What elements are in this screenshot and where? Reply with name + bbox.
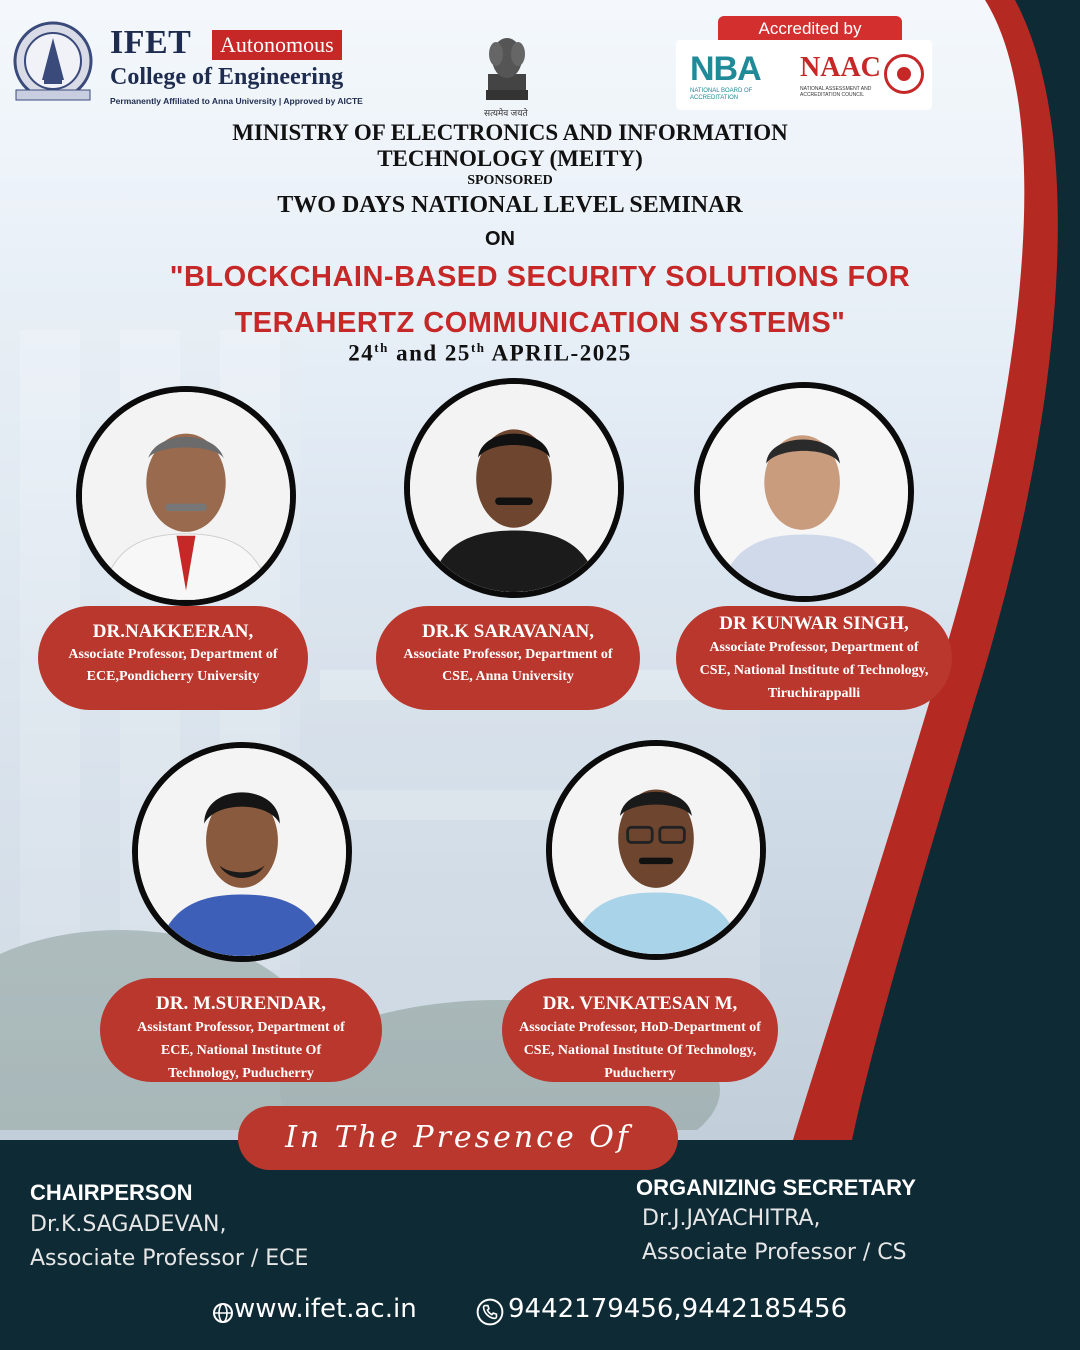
naac-full-name: NATIONAL ASSESSMENT AND ACCREDITATION COUNCIL bbox=[800, 86, 872, 98]
speaker-name: DR. VENKATESAN M, bbox=[542, 993, 738, 1014]
person-portrait-icon bbox=[138, 748, 346, 956]
speaker-designation: Associate Professor, HoD-Department of CSE, National Institute Of Technology, Puducherry bbox=[519, 1020, 761, 1081]
speaker-card-5 bbox=[502, 978, 778, 1082]
person-portrait-icon bbox=[410, 384, 618, 592]
seminar-topic: "BLOCKCHAIN-BASED SECURITY SOLUTIONS FOR TERAHERTZ COMMUNICATION SYSTEMS" bbox=[169, 261, 911, 339]
speaker-photo-5 bbox=[546, 740, 766, 960]
website-link[interactable]: www.ifet.ac.in bbox=[234, 1294, 417, 1324]
college-emblem-icon bbox=[12, 18, 94, 104]
person-portrait-icon bbox=[552, 746, 760, 954]
nba-full-name: NATIONAL BOARD OF ACCREDITATION bbox=[690, 88, 753, 101]
speaker-card-1 bbox=[38, 606, 308, 710]
globe-icon bbox=[212, 1302, 234, 1324]
ministry-title: MINISTRY OF ELECTRONICS AND INFORMATION TECHNOLOGY (MEITY) bbox=[232, 120, 788, 171]
chairperson-name: Dr.K.SAGADEVAN, bbox=[30, 1212, 227, 1237]
person-portrait-icon bbox=[82, 392, 290, 600]
seminar-title: TWO DAYS NATIONAL LEVEL SEMINAR bbox=[277, 192, 743, 218]
naac-seal-icon bbox=[884, 54, 924, 94]
college-short-name: IFET bbox=[110, 24, 192, 61]
speaker-designation: Associate Professor, Department of CSE, National Institute of Technology, Tiruchirappalli bbox=[699, 640, 929, 701]
person-portrait-icon bbox=[700, 388, 908, 596]
naac-logo: NAAC bbox=[800, 52, 881, 83]
college-affiliation: Permanently Affiliated to Anna University | Approved by AICTE bbox=[110, 96, 363, 106]
speaker-photo-3 bbox=[694, 382, 914, 602]
speaker-card-2 bbox=[376, 606, 640, 710]
speaker-name: DR. M.SURENDAR, bbox=[156, 993, 326, 1014]
event-date: 24th and 25th APRIL-2025 bbox=[348, 340, 632, 366]
nba-logo: NBA bbox=[690, 50, 761, 88]
speaker-card-4 bbox=[100, 978, 382, 1082]
speaker-photo-4 bbox=[132, 742, 352, 962]
autonomous-badge: Autonomous bbox=[212, 30, 342, 60]
speaker-designation: Associate Professor, Department of CSE, Anna University bbox=[403, 647, 613, 684]
speaker-designation: Associate Professor, Department of ECE,Pondicherry University bbox=[68, 647, 278, 684]
speaker-photo-2 bbox=[404, 378, 624, 598]
speaker-name: DR.K SARAVANAN, bbox=[422, 621, 594, 642]
speaker-card-3 bbox=[676, 606, 952, 710]
in-presence-of-banner: In The Presence Of bbox=[238, 1106, 678, 1170]
accredited-by-label: Accredited by bbox=[718, 16, 902, 42]
speaker-name: DR KUNWAR SINGH, bbox=[719, 613, 909, 634]
college-logo bbox=[12, 18, 372, 108]
speaker-designation: Assistant Professor, Department of ECE, National Institute Of Technology, Puducherry bbox=[137, 1020, 345, 1081]
chairperson-designation: Associate Professor / ECE bbox=[30, 1246, 309, 1271]
on-label: ON bbox=[485, 228, 515, 250]
secretary-name: Dr.J.JAYACHITRA, bbox=[642, 1206, 821, 1231]
speaker-photo-1 bbox=[76, 386, 296, 606]
accreditation-logos bbox=[676, 40, 932, 110]
speaker-name: DR.NAKKEERAN, bbox=[92, 621, 254, 642]
chairperson-role: CHAIRPERSON bbox=[30, 1180, 193, 1205]
national-emblem-icon bbox=[482, 28, 532, 118]
college-name: College of Engineering bbox=[110, 64, 344, 90]
phone-icon bbox=[476, 1298, 504, 1326]
secretary-designation: Associate Professor / CS bbox=[642, 1240, 907, 1265]
emblem-motto: सत्यमेव जयते bbox=[484, 108, 528, 118]
phone-numbers[interactable]: 9442179456,9442185456 bbox=[508, 1294, 848, 1324]
organizing-secretary-role: ORGANIZING SECRETARY bbox=[636, 1175, 916, 1200]
sponsored-label: SPONSORED bbox=[467, 173, 553, 188]
